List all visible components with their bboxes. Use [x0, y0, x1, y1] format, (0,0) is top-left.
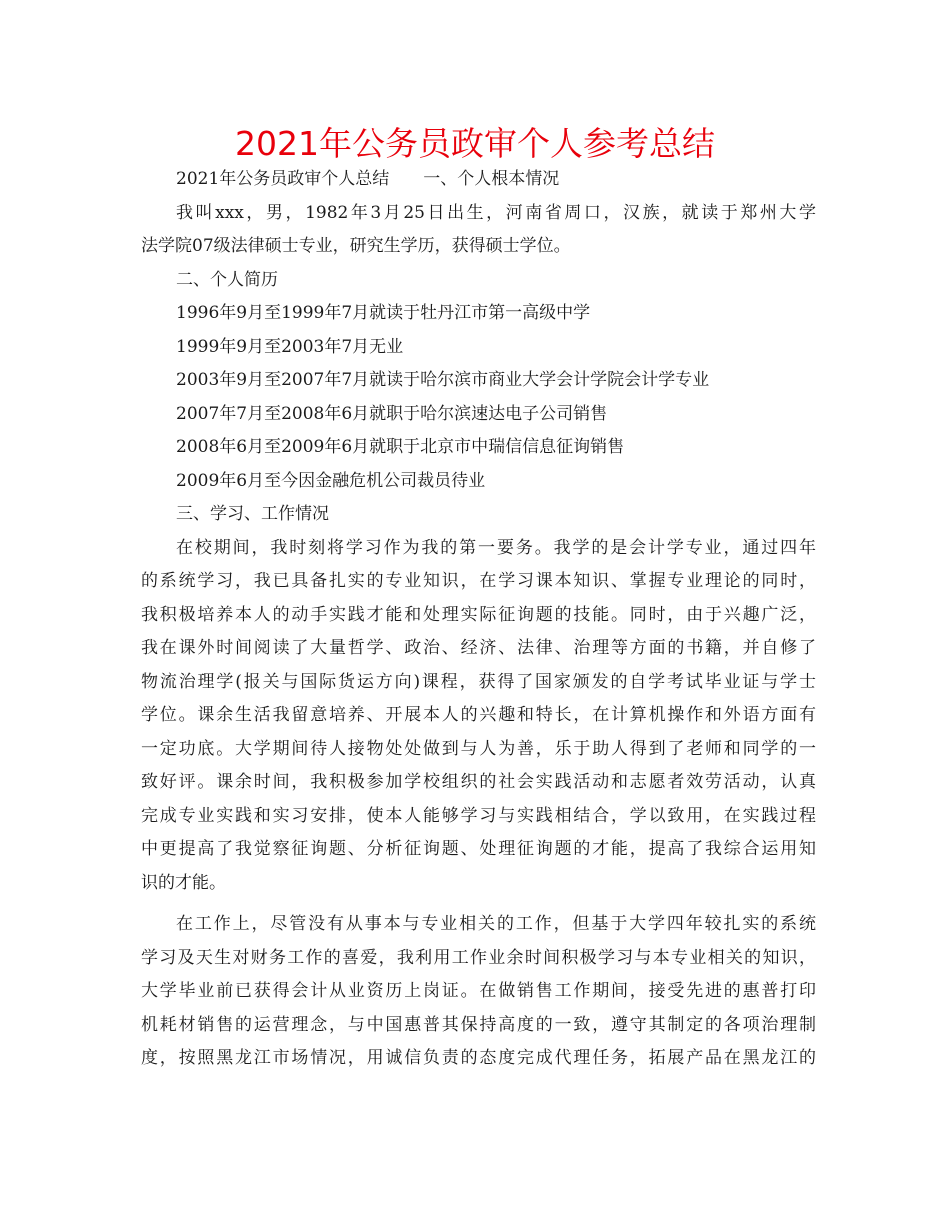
text-line: 2009年6月至今因金融危机公司裁员待业 [176, 470, 486, 491]
text-line: 三、学习、工作情况 [176, 504, 329, 524]
text-line: 2003年9月至2007年7月就读于哈尔滨市商业大学会计学院会计学专业 [176, 370, 710, 390]
document-title: 2021年公务员政审个人参考总结 [235, 124, 715, 163]
text-line: 完成专业实践和实习安排，使本人能够学习与实践相结合，学以致用，在实践过程 [141, 805, 816, 826]
text-line: 机耗材销售的运营理念，与中国惠普其保持高度的一致，遵守其制定的各项治理制 [141, 1014, 816, 1035]
text-line: 二、个人简历 [176, 269, 278, 290]
text-line: 学位。课余生活我留意培养、开展本人的兴趣和特长，在计算机操作和外语方面有 [141, 705, 816, 725]
text-line: 我在课外时间阅读了大量哲学、政治、经济、法律、治理等方面的书籍，并自修了 [141, 638, 816, 658]
text-line: 1999年9月至2003年7月无业 [176, 336, 404, 357]
text-line: 识的才能。 [141, 872, 226, 893]
text-line: 2008年6月至2009年6月就职于北京市中瑞信信息征询销售 [176, 437, 625, 457]
text-line: 致好评。课余时间，我积极参加学校组织的社会实践活动和志愿者效劳活动，认真 [141, 772, 816, 792]
text-line: 中更提高了我觉察征询题、分析征询题、处理征询题的才能，提高了我综合运用知 [141, 839, 816, 859]
text-line: 1996年9月至1999年7月就读于牡丹江市第一高级中学 [176, 303, 591, 323]
text-line: 我积极培养本人的动手实践才能和处理实际征询题的技能。同时，由于兴趣广泛， [141, 604, 816, 625]
text-line: 物流治理学(报关与国际货运方向)课程，获得了国家颁发的自学考试毕业证与学士 [141, 671, 816, 692]
paragraph-gap [141, 900, 816, 908]
text-line: 大学毕业前已获得会计从业资历上岗证。在做销售工作期间，接受先进的惠普打印 [141, 981, 816, 1001]
text-line: 的系统学习，我已具备扎实的专业知识，在学习课本知识、掌握专业理论的同时， [141, 571, 816, 591]
text-line: 我叫xxx，男，1982年3月25日出生，河南省周口，汉族，就读于郑州大学 [176, 202, 816, 223]
document-body [141, 163, 816, 1076]
text-line: 学习及天生对财务工作的喜爱，我利用工作业余时间积极学习与本专业相关的知识， [141, 947, 816, 968]
text-line: 在工作上，尽管没有从事本与专业相关的工作，但基于大学四年较扎实的系统 [176, 914, 816, 934]
text-line: 法学院07级法律硕士专业，研究生学历，获得硕士学位。 [141, 236, 571, 256]
text-line: 在校期间，我时刻将学习作为我的第一要务。我学的是会计学专业，通过四年 [176, 537, 816, 558]
text-line: 度，按照黑龙江市场情况，用诚信负责的态度完成代理任务，拓展产品在黑龙江的 [141, 1048, 816, 1068]
text-line: 2007年7月至2008年6月就职于哈尔滨速达电子公司销售 [176, 403, 608, 424]
text-line: 一定功底。大学期间待人接物处处做到与人为善，乐于助人得到了老师和同学的一 [141, 738, 816, 759]
text-line: 2021年公务员政审个人总结 一、个人根本情况 [176, 169, 560, 189]
